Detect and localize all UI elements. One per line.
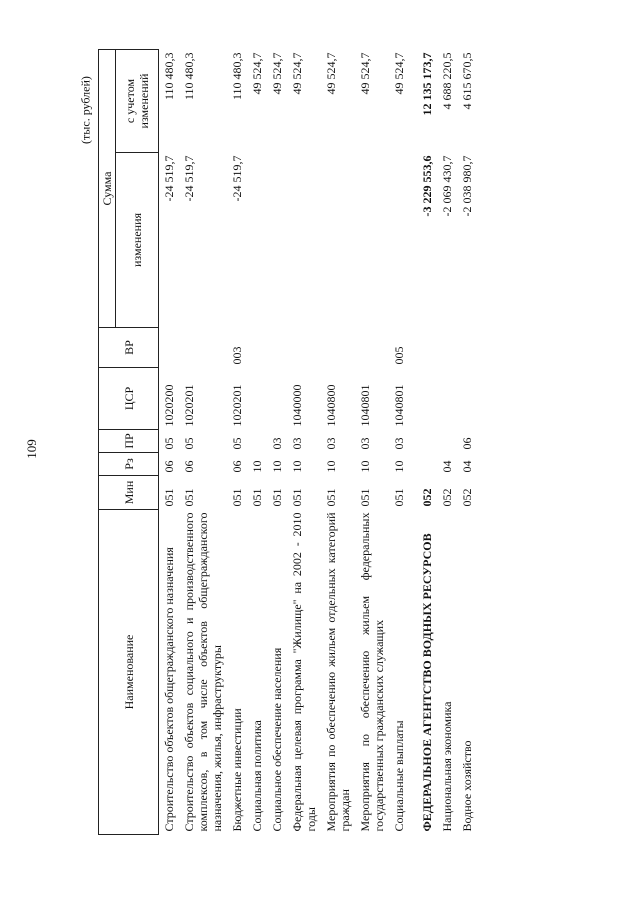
cell-pr [417, 430, 437, 453]
cell-csr [247, 368, 267, 430]
cell-vr [457, 328, 477, 368]
header-changes: изменения [116, 153, 159, 328]
table-row [457, 49, 477, 834]
cell-change: -24 519,7 [162, 155, 176, 202]
cell-csr: 1040800 [324, 384, 338, 427]
cell-csr: 1040000 [290, 384, 304, 427]
cell-name: Федеральная целевая программа "Жилище" на 2002 - 2010 годы [290, 512, 318, 832]
cell-change: -24 519,7 [182, 155, 196, 202]
header-vr: ВР [99, 328, 159, 368]
cell-rz: 06 [230, 460, 244, 473]
cell-name: Мероприятия по обеспечению жильем федеральных государственных гражданских служащих [358, 512, 386, 832]
cell-min: 051 [290, 488, 304, 507]
cell-change: -2 069 430,7 [440, 155, 454, 217]
budget-table [98, 49, 477, 835]
cell-min: 051 [230, 488, 244, 507]
cell-pr: 05 [162, 437, 176, 450]
cell-total: 49 524,7 [290, 52, 304, 95]
cell-change [389, 153, 409, 328]
rotated-table-container [98, 35, 603, 835]
cell-name: Социальное обеспечение населения [270, 647, 284, 832]
cell-vr [159, 328, 180, 368]
row-gap [409, 49, 417, 834]
cell-change [321, 153, 355, 328]
cell-min: 051 [182, 488, 196, 507]
cell-pr: 03 [392, 437, 406, 450]
cell-vr [267, 328, 287, 368]
cell-name: Строительство объектов социального и производственного комплексов, в том числе объектов общегражданского назначения, жилья, инфраструктуры [182, 512, 224, 832]
cell-change: -2 038 980,7 [460, 155, 474, 217]
cell-name: Бюджетные инвестиции [230, 708, 244, 832]
cell-csr: 1040801 [392, 384, 406, 427]
units-label: (тыс. рублей) [78, 76, 93, 144]
table-row [287, 49, 321, 834]
cell-csr: 1020201 [230, 384, 244, 427]
cell-total: 49 524,7 [270, 52, 284, 95]
header-min: Мин [99, 476, 159, 510]
cell-name: Строительство объектов общегражданского назначения [162, 547, 176, 832]
header-with-changes: с учетом изменений [116, 49, 159, 152]
cell-name: Социальные выплаты [392, 720, 406, 832]
cell-pr: 03 [270, 437, 284, 450]
header-csr: ЦСР [99, 368, 159, 430]
cell-total: 12 135 173,7 [420, 52, 434, 116]
cell-pr: 03 [324, 437, 338, 450]
cell-rz: 10 [392, 460, 406, 473]
cell-rz: 10 [324, 460, 338, 473]
cell-min: 051 [392, 488, 406, 507]
cell-change [247, 153, 267, 328]
table-row [417, 49, 437, 834]
table-row [159, 49, 180, 834]
table-row [437, 49, 457, 834]
cell-total: 49 524,7 [392, 52, 406, 95]
cell-rz: 06 [162, 460, 176, 473]
cell-csr [437, 368, 457, 430]
table-body [159, 49, 478, 834]
table-row [247, 49, 267, 834]
cell-total: 49 524,7 [358, 52, 372, 95]
cell-rz: 10 [290, 460, 304, 473]
cell-pr [247, 430, 267, 453]
header-pr: ПР [99, 430, 159, 453]
cell-min: 052 [460, 488, 474, 507]
cell-min: 051 [250, 488, 264, 507]
cell-vr: 003 [230, 346, 244, 365]
cell-name: Мероприятия по обеспечению жильем отдельных категорий граждан [324, 512, 352, 832]
cell-total: 49 524,7 [324, 52, 338, 95]
cell-csr: 1020201 [182, 384, 196, 427]
cell-change [355, 153, 389, 328]
cell-change [287, 153, 321, 328]
cell-total: 110 480,3 [162, 52, 176, 101]
table-row [227, 49, 247, 834]
cell-vr: 005 [392, 346, 406, 365]
table-row [389, 49, 409, 834]
cell-vr [247, 328, 267, 368]
cell-name: Водное хозяйство [460, 740, 474, 832]
cell-rz: 10 [250, 460, 264, 473]
cell-name: ФЕДЕРАЛЬНОЕ АГЕНТСТВО ВОДНЫХ РЕСУРСОВ [420, 533, 434, 832]
header-sum: Сумма [99, 49, 116, 327]
cell-pr: 03 [358, 437, 372, 450]
cell-min: 052 [420, 488, 434, 507]
cell-rz: 10 [358, 460, 372, 473]
cell-change [267, 153, 287, 328]
cell-rz: 06 [182, 460, 196, 473]
cell-pr: 05 [230, 437, 244, 450]
cell-pr: 05 [182, 437, 196, 450]
cell-total: 110 480,3 [182, 52, 196, 101]
cell-total: 49 524,7 [250, 52, 264, 95]
cell-name: Социальная политика [250, 720, 264, 832]
table-row [321, 49, 355, 834]
cell-pr: 03 [290, 437, 304, 450]
cell-change: -3 229 553,6 [420, 155, 434, 217]
cell-change: -24 519,7 [230, 155, 244, 202]
cell-csr [457, 368, 477, 430]
cell-csr: 1040801 [358, 384, 372, 427]
cell-min: 052 [440, 488, 454, 507]
cell-vr [437, 328, 457, 368]
header-rz: Рз [99, 453, 159, 476]
cell-name: Национальная экономика [440, 701, 454, 832]
cell-rz: 10 [270, 460, 284, 473]
cell-min: 051 [324, 488, 338, 507]
cell-pr [437, 430, 457, 453]
cell-vr [179, 328, 227, 368]
cell-csr [417, 368, 437, 430]
cell-rz [417, 453, 437, 476]
header-name: Наименование [99, 510, 159, 835]
cell-csr: 1020200 [162, 384, 176, 427]
cell-total: 4 688 220,5 [440, 52, 454, 110]
cell-vr [417, 328, 437, 368]
cell-rz: 04 [440, 460, 454, 473]
cell-vr [355, 328, 389, 368]
cell-rz: 04 [460, 460, 474, 473]
cell-pr: 06 [460, 437, 474, 450]
cell-total: 4 615 670,5 [460, 52, 474, 110]
cell-vr [321, 328, 355, 368]
table-row [179, 49, 227, 834]
cell-vr [287, 328, 321, 368]
cell-min: 051 [358, 488, 372, 507]
table-row [355, 49, 389, 834]
cell-min: 051 [270, 488, 284, 507]
gap-cell [409, 49, 417, 834]
cell-csr [267, 368, 287, 430]
cell-total: 110 480,3 [230, 52, 244, 101]
page-number: 109 [24, 439, 39, 459]
table-row [267, 49, 287, 834]
cell-min: 051 [162, 488, 176, 507]
